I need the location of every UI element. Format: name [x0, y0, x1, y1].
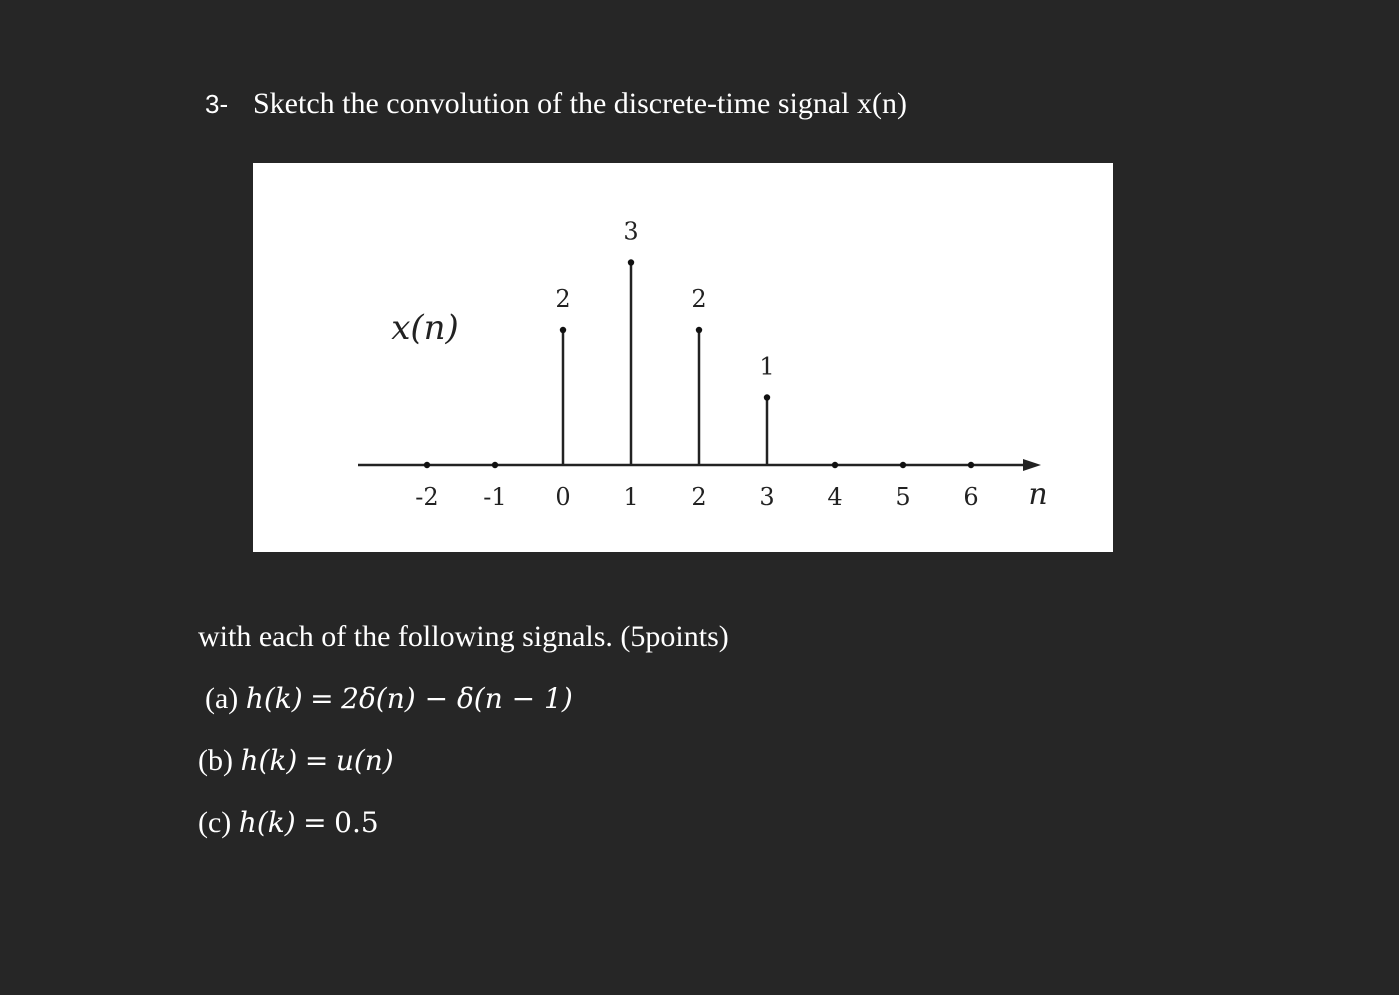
part-b-rhs: u(n) [335, 744, 394, 777]
stem-point [628, 259, 634, 265]
tick-label: -1 [483, 483, 507, 511]
part-b-equals: = [304, 744, 329, 777]
tick-label: 2 [691, 483, 707, 511]
stem-point [764, 394, 770, 400]
part-c-rhs: 0.5 [334, 806, 379, 839]
part-c-equals: = [303, 806, 327, 839]
tick-label: 5 [895, 483, 911, 511]
tick-label: 0 [555, 483, 571, 511]
value-label: 2 [555, 285, 571, 313]
tick-label: 6 [963, 483, 979, 511]
stem-plot [253, 163, 1113, 552]
part-a-equals: = [310, 682, 334, 715]
part-b-label: (b) [198, 744, 233, 777]
signal-figure [253, 163, 1113, 552]
tick-label: 1 [623, 483, 639, 511]
value-label: 3 [623, 217, 639, 246]
x-axis-label: n [1028, 477, 1048, 512]
part-a-label: (a) [205, 682, 239, 715]
part-a-lhs: h(k) [245, 682, 303, 715]
part-c-lhs: h(k) [238, 806, 296, 839]
question-prompt: Sketch the convolution of the discrete-time signal x(n) [253, 87, 907, 120]
stem-point [832, 462, 838, 468]
stem-marks [415, 218, 978, 512]
stem-point [492, 462, 498, 468]
part-a-rhs: 2δ(n) − δ(n − 1) [341, 682, 573, 715]
part-b [198, 743, 394, 779]
part-c-label: (c) [198, 806, 232, 839]
tick-label: -2 [415, 483, 439, 511]
x-axis-arrowhead [1023, 459, 1041, 471]
tick-label: 4 [827, 483, 843, 511]
stem-point [560, 327, 566, 333]
question-header [205, 86, 907, 122]
question-number: 3- [205, 89, 229, 119]
stem-point [968, 462, 974, 468]
part-b-lhs: h(k) [240, 744, 298, 777]
tick-label: 3 [759, 483, 775, 511]
y-axis-label: x(n) [391, 308, 459, 348]
value-label: 1 [759, 352, 775, 381]
part-a [205, 681, 573, 717]
part-c [198, 805, 379, 841]
intro-text: with each of the following signals. (5points) [198, 620, 729, 653]
stem-point [696, 327, 702, 333]
stem-point [900, 462, 906, 468]
stem-point [424, 462, 430, 468]
value-label: 2 [691, 285, 707, 313]
